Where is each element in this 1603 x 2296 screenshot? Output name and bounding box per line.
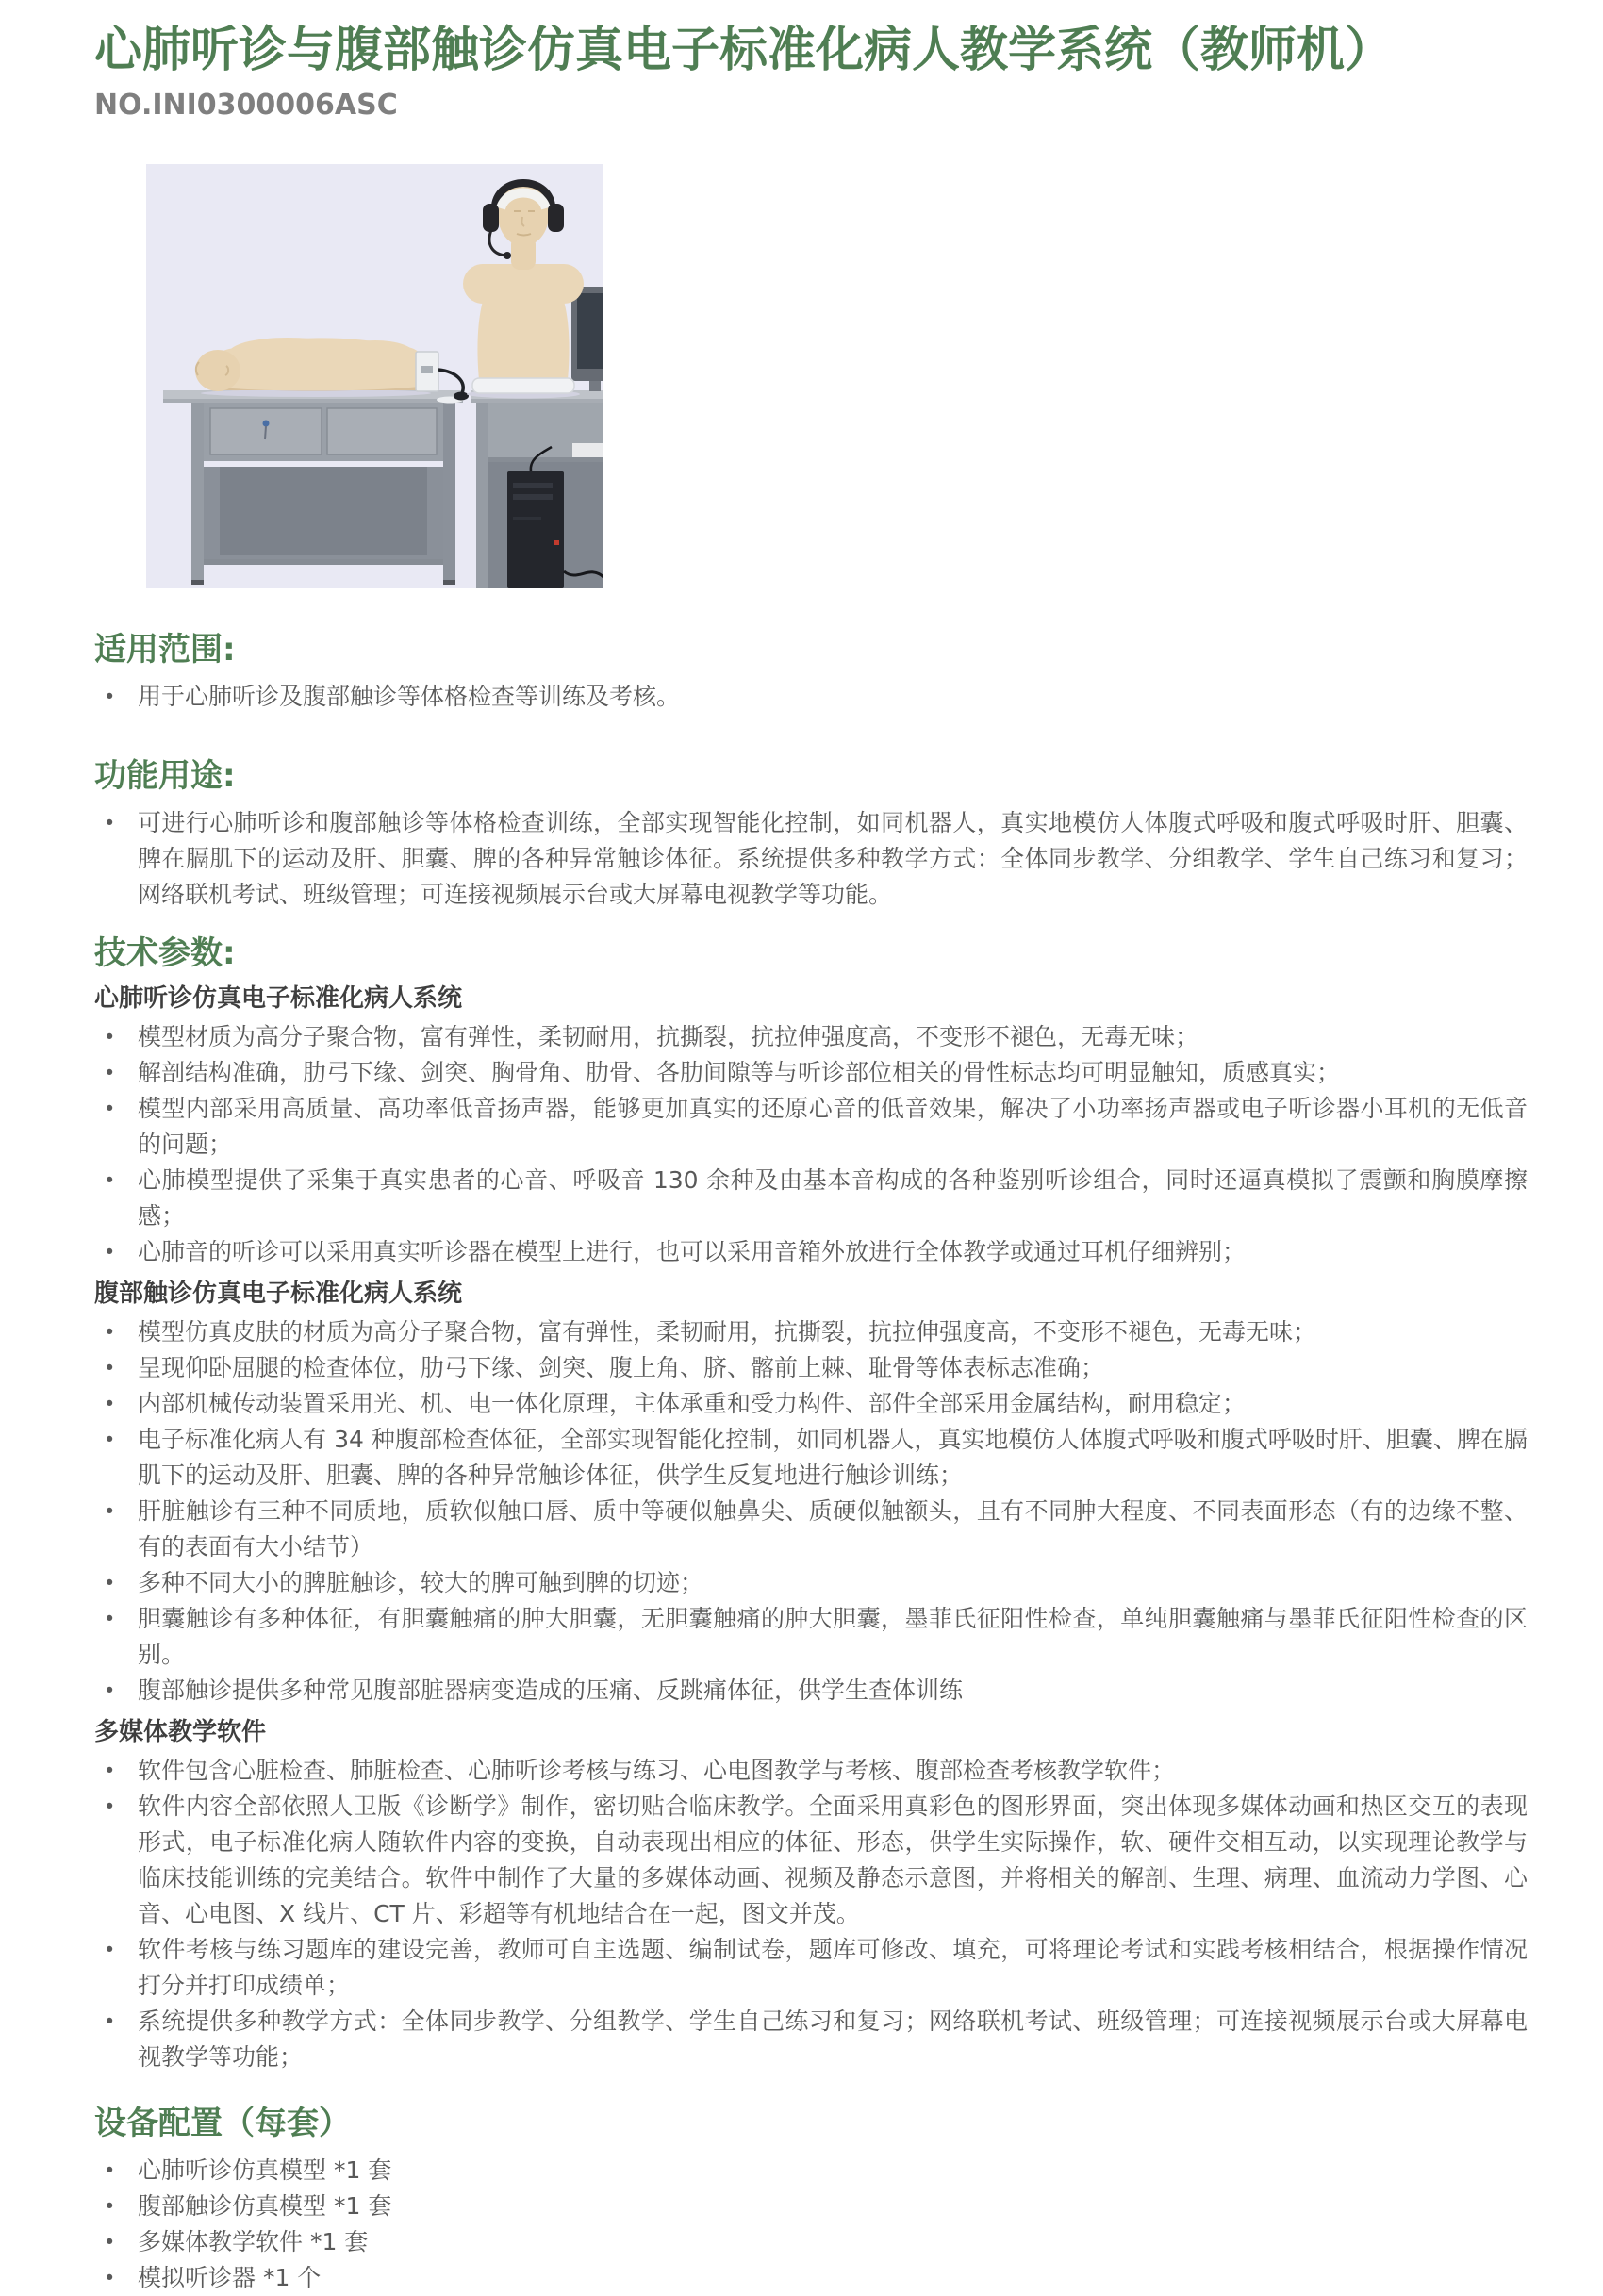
bullet-item: • 心肺模型提供了采集于真实患者的心音、呼吸音 130 余种及由基本音构成的各种鉴别听诊组合，同时还逼真模拟了震颤和胸膜摩擦感； bbox=[94, 1163, 1528, 1234]
bullet-item: • 可进行心肺听诊和腹部触诊等体格检查训练，全部实现智能化控制，如同机器人，真实地模仿人体腹式呼吸和腹式呼吸时肝、胆囊、脾在膈肌下的运动及肝、胆囊、脾的各种异常触诊体征。系统提供多种教学方式：全体同步教学、分组教学、学生自己练习和复习；网络联机考试、班级管理；可连接视频展示台或大屏幕电视教学等功能。 bbox=[94, 805, 1528, 913]
bullet-item: • 肝脏触诊有三种不同质地，质软似触口唇、质中等硬似触鼻尖、质硬似触额头，且有不同肿大程度、不同表面形态（有的边缘不整、有的表面有大小结节） bbox=[94, 1494, 1528, 1565]
bullet-item: • 腹部触诊提供多种常见腹部脏器病变造成的压痛、反跳痛体征，供学生查体训练 bbox=[94, 1673, 1528, 1709]
section-heading: 技术参数: bbox=[94, 934, 236, 972]
bullet-item: • 模拟听诊器 *1 个 bbox=[94, 2260, 1528, 2296]
product-photo bbox=[146, 164, 603, 588]
bullet-list bbox=[94, 1753, 1528, 2075]
bullet-item: • 系统提供多种教学方式：全体同步教学、分组教学、学生自己练习和复习；网络联机考试、班级管理；可连接视频展示台或大屏幕电视教学等功能； bbox=[94, 2004, 1528, 2075]
product-number: NO.INI0300006ASC bbox=[94, 89, 398, 122]
bullet-item: • 软件内容全部依照人卫版《诊断学》制作，密切贴合临床教学。全面采用真彩色的图形界面，突出体现多媒体动画和热区交互的表现形式，电子标准化病人随软件内容的变换，自动表现出相应的体征、形态，供学生实际操作，软、硬件交相互动，以实现理论教学与临床技能训练的完美结合。软件中制作了大量的多媒体动画、视频及静态示意图，并将相关的解剖、生理、病理、血流动力学图、心音、心电图、X 线片、CT 片、彩超等有机地结合在一起，图文并茂。 bbox=[94, 1789, 1528, 1932]
section-heading: 适用范围: bbox=[94, 631, 236, 669]
desk-left-icon bbox=[163, 390, 463, 585]
bullet-item: • 心肺听诊仿真模型 *1 套 bbox=[94, 2153, 1528, 2189]
subsection-title-multimedia-software: 多媒体教学软件 bbox=[94, 1718, 267, 1746]
microphone-icon bbox=[454, 392, 469, 401]
bullet-list bbox=[94, 2153, 1528, 2296]
power-led-icon bbox=[554, 540, 559, 545]
bullet-item: • 模型内部采用高质量、高功率低音扬声器，能够更加真实的还原心音的低音效果，解决了小功率扬声器或电子听诊器小耳机的无低音的问题； bbox=[94, 1091, 1528, 1163]
mannequin-base-icon bbox=[472, 378, 574, 393]
bullet-item: • 多媒体教学软件 *1 套 bbox=[94, 2224, 1528, 2260]
bullet-item: • 心肺音的听诊可以采用真实听诊器在模型上进行，也可以采用音箱外放进行全体教学或通过耳机仔细辨别； bbox=[94, 1234, 1528, 1270]
bullet-item: • 软件考核与练习题库的建设完善，教师可自主选题、编制试卷，题库可修改、填充，可将理论考试和实践考核相结合，根据操作情况打分并打印成绩单； bbox=[94, 1932, 1528, 2004]
bullet-list bbox=[94, 805, 1528, 913]
monitor-icon bbox=[571, 287, 603, 391]
bullet-item: • 多种不同大小的脾脏触诊，较大的脾可触到脾的切迹； bbox=[94, 1565, 1528, 1601]
bullet-item: • 内部机械传动装置采用光、机、电一体化原理，主体承重和受力构件、部件全部采用金属结构，耐用稳定； bbox=[94, 1386, 1528, 1422]
product-photo-illustration bbox=[146, 164, 603, 588]
keyboard-tray-icon bbox=[572, 443, 603, 457]
bullet-item: • 腹部触诊仿真模型 *1 套 bbox=[94, 2189, 1528, 2224]
section-functions bbox=[94, 756, 1528, 913]
bullet-item: • 模型材质为高分子聚合物，富有弹性，柔韧耐用，抗撕裂，抗拉伸强度高，不变形不褪色，无毒无味； bbox=[94, 1019, 1528, 1055]
section-equipment bbox=[94, 2104, 1528, 2296]
bullet-item: • 软件包含心脏检查、肺脏检查、心肺听诊考核与练习、心电图教学与考核、腹部检查考核教学软件； bbox=[94, 1753, 1528, 1789]
ear-cup-icon bbox=[483, 204, 499, 232]
mannequin-head-icon bbox=[195, 350, 240, 391]
section-tech-params bbox=[94, 933, 1528, 2075]
section-heading: 设备配置（每套） bbox=[94, 2105, 351, 2142]
bullet-item: • 用于心肺听诊及腹部触诊等体格检查等训练及考核。 bbox=[94, 679, 1528, 715]
bullet-list bbox=[94, 1314, 1528, 1709]
bullet-item: • 呈现仰卧屈腿的检查体位，肋弓下缘、剑突、腹上角、脐、髂前上棘、耻骨等体表标志准确； bbox=[94, 1350, 1528, 1386]
bullet-list bbox=[94, 1019, 1528, 1270]
section-scope bbox=[94, 630, 1528, 715]
bullet-item: • 解剖结构准确，肋弓下缘、剑突、胸骨角、肋骨、各肋间隙等与听诊部位相关的骨性标志均可明显触知，质感真实； bbox=[94, 1055, 1528, 1091]
drawer-key-icon bbox=[263, 421, 270, 427]
page-title: 心肺听诊与腹部触诊仿真电子标准化病人教学系统（教师机） bbox=[94, 23, 1394, 78]
section-heading: 功能用途: bbox=[94, 757, 236, 795]
bullet-item: • 胆囊触诊有多种体征，有胆囊触痛的肿大胆囊，无胆囊触痛的肿大胆囊，墨菲氏征阳性检查，单纯胆囊触痛与墨菲氏征阳性检查的区别。 bbox=[94, 1601, 1528, 1673]
bullet-item: • 模型仿真皮肤的材质为高分子聚合物，富有弹性，柔韧耐用，抗撕裂，抗拉伸强度高，不变形不褪色，无毒无味； bbox=[94, 1314, 1528, 1350]
ear-cup-icon bbox=[548, 204, 564, 232]
subsection-title-cardiopulmonary: 心肺听诊仿真电子标准化病人系统 bbox=[94, 984, 463, 1013]
bullet-list bbox=[94, 679, 1528, 715]
monitor-screen bbox=[577, 293, 603, 369]
bullet-item: • 电子标准化病人有 34 种腹部检查体征，全部实现智能化控制，如同机器人，真实地模仿人体腹式呼吸和腹式呼吸时肝、胆囊、脾在膈肌下的运动及肝、胆囊、脾的各种异常触诊体征，供学生反复地进行触诊训练； bbox=[94, 1422, 1528, 1494]
subsection-title-abdominal: 腹部触诊仿真电子标准化病人系统 bbox=[94, 1280, 463, 1308]
